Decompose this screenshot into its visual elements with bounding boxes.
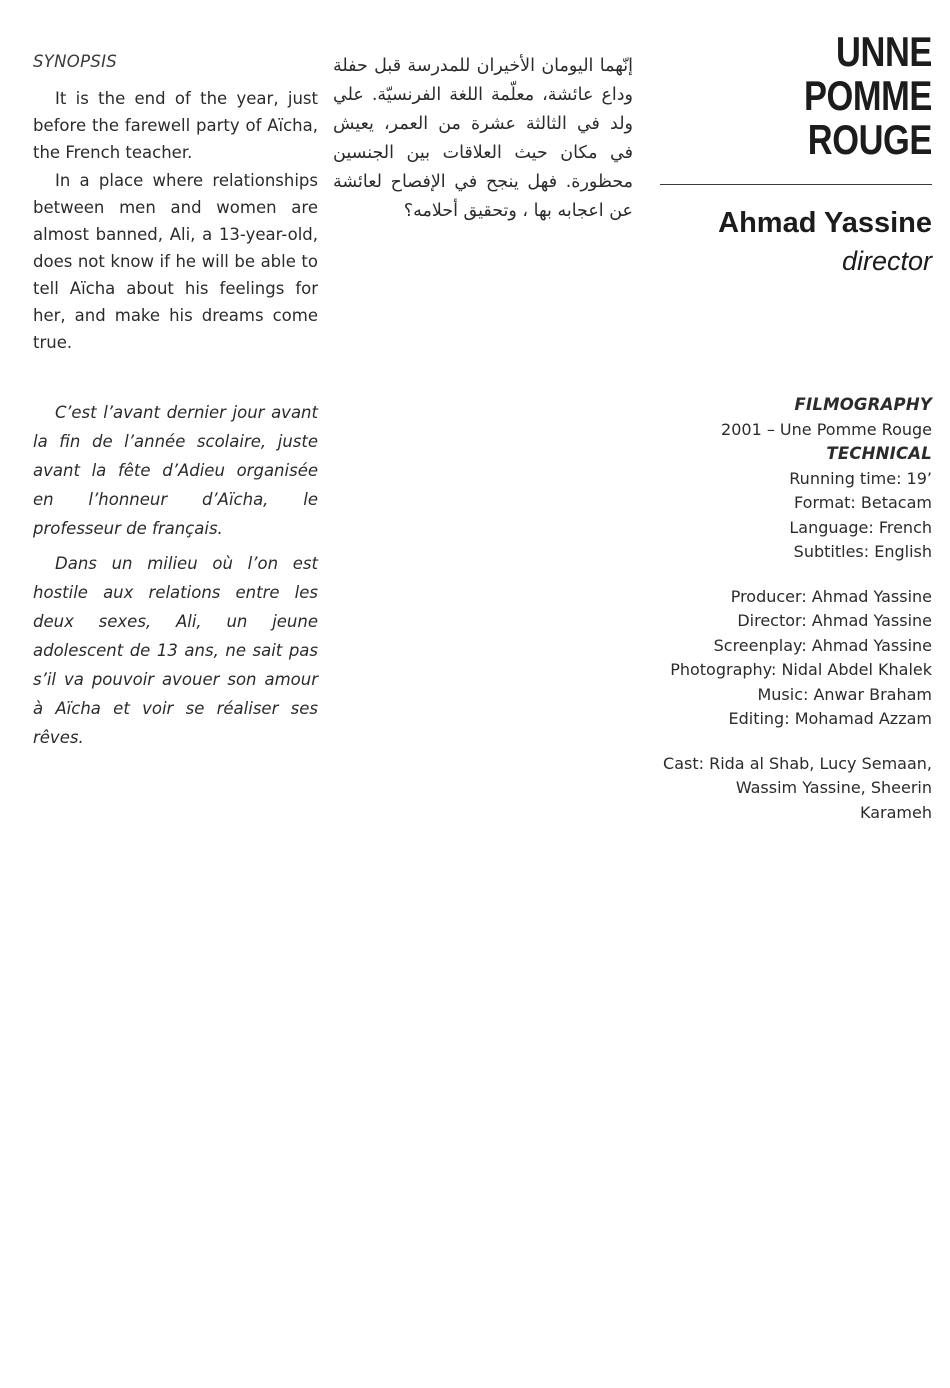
screenplay: Screenplay: Ahmad Yassine xyxy=(713,635,932,655)
format: Format: Betacam xyxy=(794,493,932,512)
film-metadata-column xyxy=(660,393,932,825)
film-title: UNNE POMME ROUGE xyxy=(803,28,932,163)
metadata-spacer xyxy=(660,565,932,585)
metadata-spacer xyxy=(660,732,932,752)
editing: Editing: Mohamad Azzam xyxy=(728,709,932,728)
english-paragraph: It is the end of the year, just before the farewell party of Aïcha, the French teacher. xyxy=(33,89,318,162)
filmography-entry: 2001 – Une Pomme Rouge xyxy=(721,419,932,439)
french-paragraph: C’est l’avant dernier jour avant la fin de l’année scolaire, juste avant la fête d’Adieu organisée en l’honneur d’Aïcha, le professeur de français. xyxy=(33,403,318,538)
french-synopsis-column xyxy=(33,398,318,758)
photography: Photography: Nidal Abdel Khalek xyxy=(670,660,932,679)
director-credit: Director: Ahmad Yassine xyxy=(737,611,932,630)
language: Language: French xyxy=(789,517,932,537)
filmography-heading: FILMOGRAPHY xyxy=(794,395,932,414)
arabic-synopsis-column xyxy=(333,52,633,226)
subtitles: Subtitles: English xyxy=(793,542,932,561)
producer: Producer: Ahmad Yassine xyxy=(730,586,932,606)
music: Music: Anwar Braham xyxy=(757,684,932,704)
synopsis-heading: SYNOPSIS xyxy=(33,52,118,71)
running-time: Running time: 19’ xyxy=(789,468,932,488)
french-paragraph: Dans un milieu où l’on est hostile aux relations entre les deux sexes, Ali, un jeune adolescent de 13 ans, ne sait pas s’il va pouvoir avouer son amour à Aïcha et voir se réaliser ses rêves. xyxy=(33,554,318,747)
cast: Cast: Rida al Shab, Lucy Semaan, Wassim Yassine, Sheerin Karameh xyxy=(663,753,932,822)
arabic-paragraph: إنّهما اليومان الأخيران للمدرسة قبل حفلة وداع عائشة، معلّمة اللغة الفرنسيّة. علي ولد في الثالثة عشرة من العمر، يعيش في مكان حيث العلاقات بين الجنسين محظورة. فهل ينجح في الإفصاح لعائشة عن اعجابه بها ، وتحقيق أحلامه؟ xyxy=(333,56,633,221)
header-divider xyxy=(660,184,932,185)
film-header-column xyxy=(660,30,932,279)
technical-heading: TECHNICAL xyxy=(826,444,932,463)
english-paragraph: In a place where relationships between men and women are almost banned, Ali, a 13-year-old, does not know if he will be able to tell Aïcha about his feelings for her, and make his dreams come true. xyxy=(33,171,318,352)
director-role: director xyxy=(841,246,932,276)
director-name: Ahmad Yassine xyxy=(718,207,932,239)
english-synopsis-column xyxy=(33,52,318,357)
